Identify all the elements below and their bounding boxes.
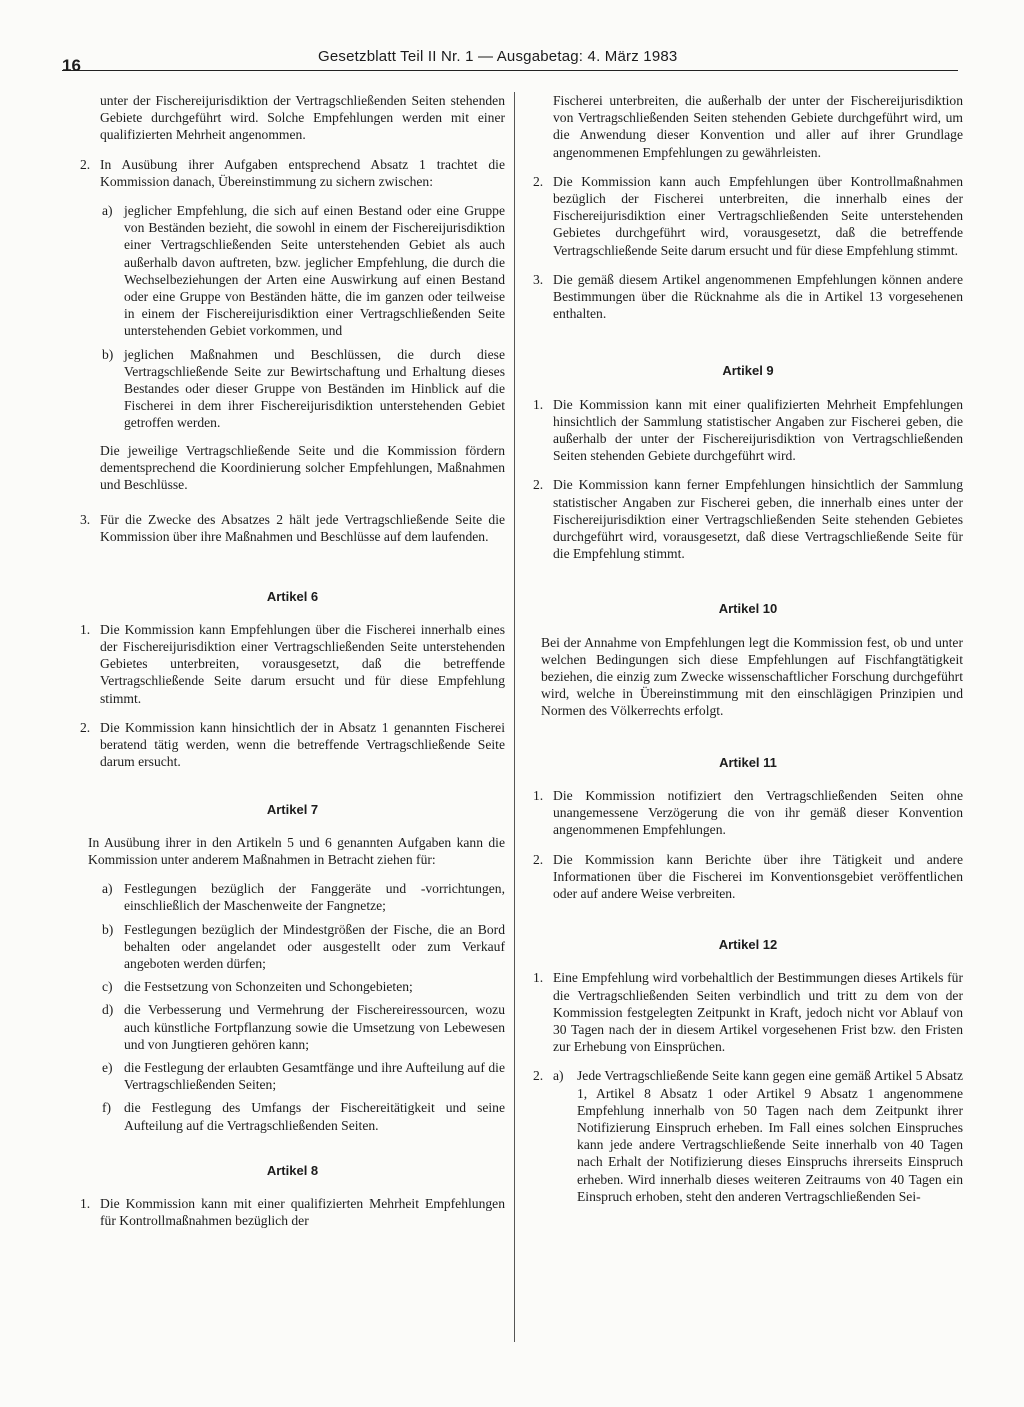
paragraph-text: Die Kommission kann hinsichtlich der in Absatz 1 genannten Fischerei beratend tätig werden, wenn die betreffende Vertragschließende Seite darum ersucht. (100, 719, 505, 770)
page-number: 16 (62, 56, 81, 75)
list-item-b (80, 921, 505, 973)
closing-paragraph: Die jeweilige Vertragschließende Seite und die Kommission fördern dementsprechend die Koordinierung solcher Empfehlungen, Maßnahmen und Beschlüsse. (100, 442, 505, 493)
paragraph-text: Die Kommission kann ferner Empfehlungen hinsichtlich der Sammlung statistischer Angaben zur Fischerei geben, die innerhalb eines unter der Fischereijurisdiktion einer Vertragschließenden Seite stehenden Gebietes durchgeführt wird, vorausgesetzt, daß diese Vertragschließende Seite für die Empfehlung stimmt. (553, 477, 963, 562)
article-8-heading: Artikel 8 (266, 1162, 319, 1178)
list-item-a (80, 880, 505, 914)
list-item-text: Festlegungen bezüglich der Mindestgrößen der Fische, die an Bord behalten oder angelandet oder ausgestellt oder zum Verkauf angeboten werden dürfen; (124, 921, 505, 971)
list-item-text: Jede Vertragschließende Seite kann gegen eine gemäß Artikel 5 Absatz 1, Artikel 8 Absatz 1 oder Artikel 9 Absatz 1 angenommene Empfehlung innerhalb von 50 Tagen nach dem Zeitpunkt ihrer Notifizierung Einspruch erheben. Im Fall eines solchen Einspruches kann jede andere Vertragschließende Seite innerhalb von 40 Tagen nach Erhalt der Notifizierung dieses Einspruchs ihrerseits Einspruch erheben. Wird innerhalb dieses weiteren Zeitraums von 40 Tagen ein Einspruch erhoben, steht den anderen Vertragschließenden Sei- (577, 1068, 963, 1204)
article-8-paragraph-2 (533, 173, 963, 259)
publication-title: Gesetzblatt Teil II Nr. 1 — Ausgabetag: 4. März 1983 (318, 48, 678, 65)
list-letter: a) (102, 881, 113, 897)
article-11-heading: Artikel 11 (719, 754, 777, 770)
list-item-text: Festlegungen bezüglich der Fanggeräte und -vorrichtungen, einschließlich der Maschenweite der Fangnetze; (124, 881, 505, 914)
paragraph-number: 2. (533, 1068, 544, 1084)
list-letter: d) (102, 1002, 114, 1018)
article-9-paragraph-2 (533, 476, 963, 562)
list-item-text: die Festsetzung von Schonzeiten und Schongebieten; (124, 979, 413, 995)
paragraph-number: 2. (533, 477, 544, 493)
paragraph-text: Eine Empfehlung wird vorbehaltlich der Bestimmungen dieses Artikels für die Vertragschließenden Seiten verbindlich und tritt zu dem von der Kommission festgelegten Zeitpunkt in Kraft, jedoch nicht vor Ablauf von 30 Tagen nach der in diesem Artikel vorgesehenen Frist bzw. den Fristen zur Erhebung von Einsprüchen. (553, 970, 963, 1055)
paragraph-text: Die gemäß diesem Artikel angenommenen Empfehlungen können andere Bestimmungen über die Rücknahme als die in Artikel 13 vorgesehenen enthalten. (553, 271, 963, 322)
paragraph-number: 1. (533, 396, 544, 412)
article-6-paragraph-1 (80, 621, 505, 707)
list-letter: c) (102, 979, 113, 995)
paragraph-text: Für die Zwecke des Absatzes 2 hält jede Vertragschließende Seite die Kommission über ihre Maßnahmen und Beschlüsse auf dem laufenden. (100, 512, 505, 545)
article-9-paragraph-1 (533, 396, 963, 465)
article-10-text: Bei der Annahme von Empfehlungen legt die Kommission fest, ob und unter welchen Bedingungen sich diese Empfehlungen auf Fischfangtätigkeit beziehen, die einzig zum Zwecke wissenschaftlicher Forschung durchgeführt wird, welche in Übereinstimmung mit den einschlägigen Prinzipien und Normen des Völkerrechts erfolgt. (541, 634, 963, 719)
article-12-paragraph-2 (533, 1067, 963, 1205)
paragraph-number: 2. (80, 719, 91, 735)
list-item-text: die Verbesserung und Vermehrung der Fischereiressourcen, wozu auch künstliche Fortpflanzung sowie die Umsetzung von Lebewesen und von Jungtieren gehören kann; (124, 1002, 505, 1052)
paragraph-text: In Ausübung ihrer Aufgaben entsprechend Absatz 1 trachtet die Kommission danach, Übereinstimmung zu sichern zwischen: (100, 156, 505, 189)
right-column (533, 92, 963, 1217)
list-letter: a) (102, 203, 113, 219)
article-6-paragraph-2 (80, 719, 505, 771)
paragraph-text: Die Kommission notifiziert den Vertragschließenden Seiten ohne unangemessene Verzögerung die von ihr gemäß dieser Konvention angenommenen Empfehlungen. (553, 787, 963, 838)
list-letter: e) (102, 1059, 113, 1075)
list-item-text: die Festlegung des Umfangs der Fischereitätigkeit und seine Aufteilung auf die Vertragschließenden Seiten. (124, 1100, 505, 1133)
paragraph-text: Die Kommission kann mit einer qualifizierten Mehrheit Empfehlungen für Kontrollmaßnahmen bezüglich der (100, 1195, 505, 1229)
article-9-heading: Artikel 9 (722, 363, 774, 379)
article-8-paragraph-1 (80, 1195, 505, 1229)
paragraph-number: 1. (80, 1195, 91, 1211)
paragraph-number: 1. (80, 621, 91, 637)
article-11-paragraph-2 (533, 851, 963, 903)
article-11-paragraph-1 (533, 787, 963, 839)
list-item-d (80, 1001, 505, 1053)
article-7-heading: Artikel 7 (266, 801, 319, 817)
page-header (62, 48, 958, 75)
paragraph-text: Die Kommission kann auch Empfehlungen über Kontrollmaßnahmen bezüglich der Fischerei unterbreiten, die innerhalb eines der Fischereijurisdiktion einer Vertragschließenden Seite unterstehenden Gebietes durchgeführt wird, vorausgesetzt, daß die betreffende Vertragschließende Seite darum ersucht und für diese Empfehlung stimmt. (553, 173, 963, 258)
list-item-text: die Festlegung der erlaubten Gesamtfänge und ihre Aufteilung auf die Vertragschließenden Seiten; (124, 1059, 505, 1093)
article-8-paragraph-3 (533, 271, 963, 323)
list-item-b (80, 346, 505, 432)
continued-paragraph: unter der Fischereijurisdiktion der Vertragschließenden Seiten stehenden Gebiete durchgeführt wird. Solche Empfehlungen werden mit einer qualifizierten Mehrheit angenommen. (100, 93, 505, 143)
list-item-e (80, 1059, 505, 1093)
paragraph-number: 1. (533, 970, 544, 986)
continued-paragraph: Fischerei unterbreiten, die außerhalb der unter der Fischereijurisdiktion von Vertragschließenden Seiten stehenden Gebiete durchgeführt wird, um die Anwendung dieser Konvention und aller auf ihrer Grundlage angenommenen Empfehlungen zu gewährleisten. (553, 93, 963, 160)
list-item-a (80, 202, 505, 340)
list-letter: b) (102, 346, 114, 362)
paragraph-3 (80, 511, 505, 545)
paragraph-number: 2. (533, 173, 544, 189)
list-letter: b) (102, 921, 114, 937)
paragraph-number: 3. (533, 271, 544, 287)
list-item-text: jeglicher Empfehlung, die sich auf einen Bestand oder eine Gruppe von Beständen bezieht, die sowohl in einem der Fischereijurisdiktion einer Vertragschließenden Seite unterstehenden Gebiet als auch außerhalb davon auftreten, bzw. jeglicher Empfehlung, die durch die Wechselbeziehungen der Arten eine Auswirkung auf einen Bestand oder eine Gruppe von Beständen hätte, die im ganzen oder teilweise in einem der Fischereijurisdiktion einer Vertragschließenden Seite unterstehenden Gebiet vorkommen, und (124, 203, 505, 339)
article-6-heading: Artikel 6 (266, 588, 319, 604)
list-item-a (553, 1067, 963, 1205)
article-7-intro: In Ausübung ihrer in den Artikeln 5 und 6 genannten Aufgaben kann die Kommission unter anderem Maßnahmen in Betracht ziehen für: (88, 834, 505, 867)
article-10-heading: Artikel 10 (718, 601, 778, 617)
paragraph-number: 1. (533, 787, 544, 803)
paragraph-number: 2. (80, 156, 91, 172)
list-letter: f) (102, 1100, 112, 1116)
list-item-text: jeglichen Maßnahmen und Beschlüssen, die durch diese Vertragschließende Seite zur Bewirtschaftung und Erhaltung dieses Bestandes oder dieser Gruppe von Beständen im Hinblick auf die Fischerei in dem ihrer Fischereijurisdiktion unterstehenden Gebiet getroffen werden. (124, 346, 505, 431)
list-item-c (80, 978, 505, 995)
left-column (80, 92, 505, 1241)
paragraph-number: 3. (80, 512, 91, 528)
paragraph-2 (80, 156, 505, 190)
article-12-heading: Artikel 12 (718, 937, 778, 953)
list-item-f (80, 1099, 505, 1133)
paragraph-text: Die Kommission kann mit einer qualifizierten Mehrheit Empfehlungen hinsichtlich der Sammlung statistischer Angaben zur Fischerei geben, die außerhalb der unter der Fischereijurisdiktion von Vertragschließenden Seiten stehenden Gebiete durchgeführt wird. (553, 396, 963, 464)
list-letter: a) (553, 1068, 564, 1084)
paragraph-text: Die Kommission kann Berichte über ihre Tätigkeit und andere Informationen über die Fischerei im Konventionsgebiet veröffentlichen oder auf andere Weise verbreiten. (553, 851, 963, 901)
paragraph-number: 2. (533, 851, 544, 867)
paragraph-text: Die Kommission kann Empfehlungen über die Fischerei innerhalb eines der Fischereijurisdiktion einer Vertragschließenden Seite unterstehenden Gebietes unterbreiten, vorausgesetzt, daß die betreffende Vertragschließende Seite darum ersucht und für diese Empfehlung stimmt. (100, 621, 505, 706)
article-12-paragraph-1 (533, 969, 963, 1055)
column-divider (514, 92, 515, 1342)
